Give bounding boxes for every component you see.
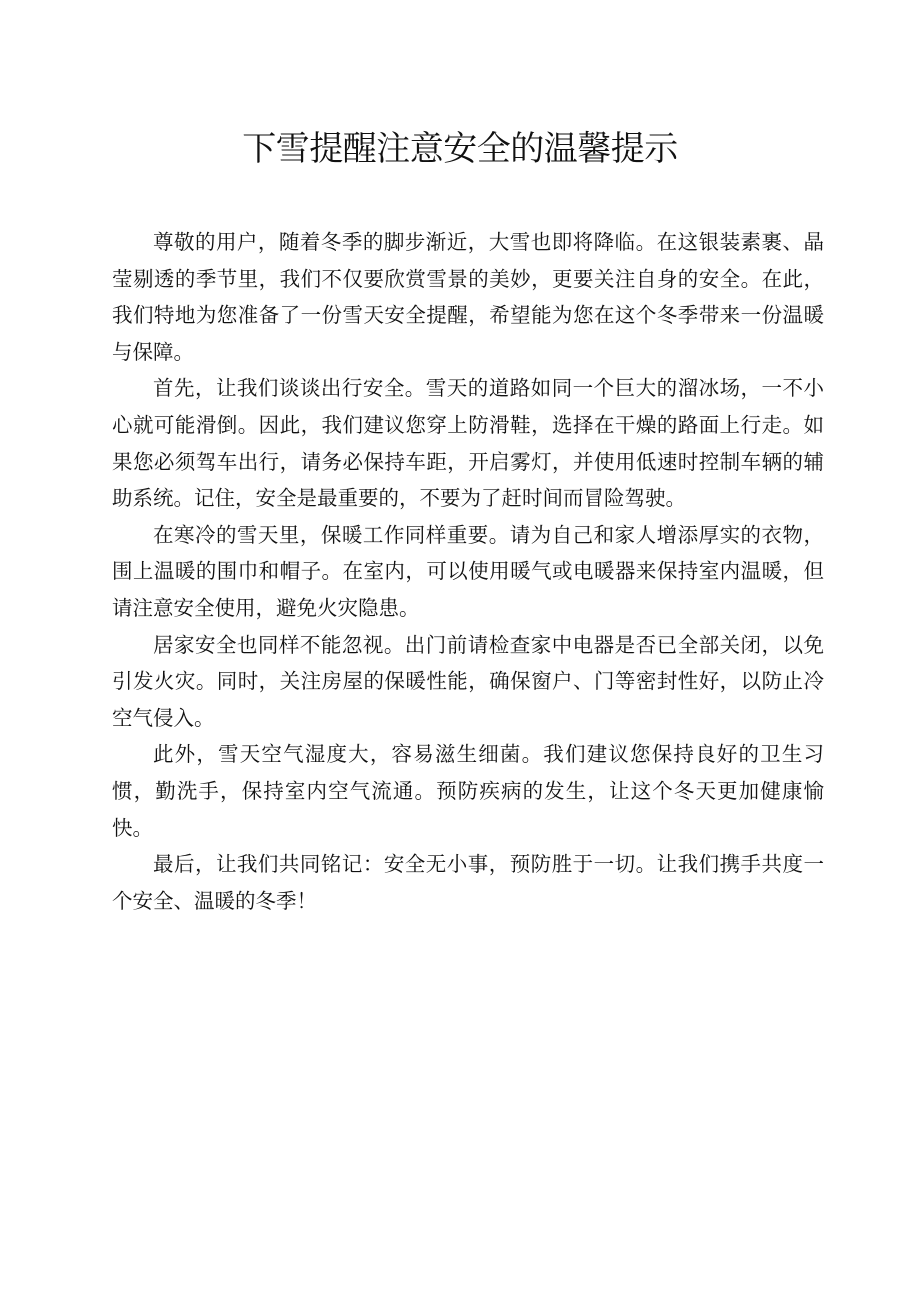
document-body xyxy=(112,224,824,919)
paragraph-hygiene: 此外，雪天空气湿度大，容易滋生细菌。我们建议您保持良好的卫生习惯，勤洗手，保持室内空气流通。预防疾病的发生，让这个冬天更加健康愉快。 xyxy=(112,742,824,840)
paragraph-keeping-warm: 在寒冷的雪天里，保暖工作同样重要。请为自己和家人增添厚实的衣物，围上温暖的围巾和帽子。在室内，可以使用暖气或电暖器来保持室内温暖，但请注意安全使用，避免火灾隐患。 xyxy=(112,522,824,620)
paragraph-home-safety: 居家安全也同样不能忽视。出门前请检查家中电器是否已全部关闭，以免引发火灾。同时，关注房屋的保暖性能，确保窗户、门等密封性好，以防止冷空气侵入。 xyxy=(112,632,824,730)
paragraph-intro: 尊敬的用户，随着冬季的脚步渐近，大雪也即将降临。在这银装素裹、晶莹剔透的季节里，我们不仅要欣赏雪景的美妙，更要关注自身的安全。在此，我们特地为您准备了一份雪天安全提醒，希望能为您在这个冬季带来一份温暖与保障。 xyxy=(112,230,824,364)
document-title: 下雪提醒注意安全的温馨提示 xyxy=(242,129,678,169)
paragraph-closing: 最后，让我们共同铭记：安全无小事，预防胜于一切。让我们携手共度一个安全、温暖的冬季！ xyxy=(112,852,824,913)
paragraph-travel-safety: 首先，让我们谈谈出行安全。雪天的道路如同一个巨大的溜冰场，一不小心就可能滑倒。因此，我们建议您穿上防滑鞋，选择在干燥的路面上行走。如果您必须驾车出行，请务必保持车距，开启雾灯，并使用低速时控制车辆的辅助系统。记住，安全是最重要的，不要为了赶时间而冒险驾驶。 xyxy=(112,376,824,511)
